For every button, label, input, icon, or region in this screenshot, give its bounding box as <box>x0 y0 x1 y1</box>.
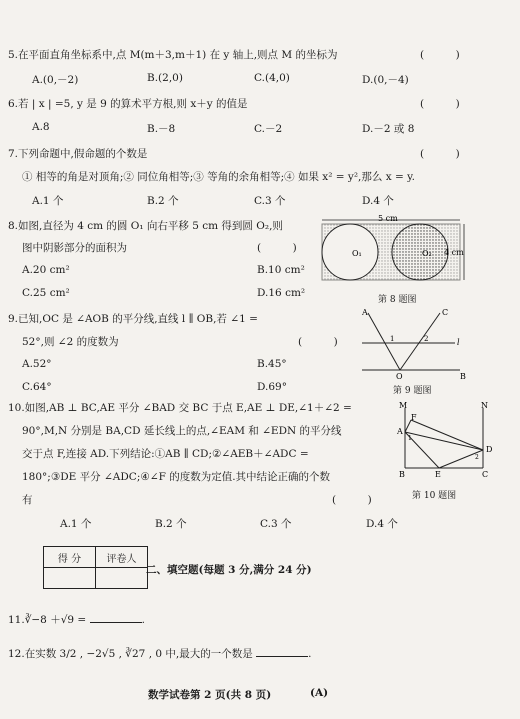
q10-stem-line4: 180°;③DE 平分 ∠ADC;④∠F 的度数为定值.其中结论正确的个数 <box>22 471 331 483</box>
q8-stem-line2: 图中阴影部分的面积为 <box>22 242 127 254</box>
q8-stem-line1: 8.如图,直径为 4 cm 的圆 O₁ 向右平移 5 cm 得到圆 O₂,则 <box>8 220 283 232</box>
q6-option-c: C.－2 <box>254 123 283 135</box>
q5-option-c: C.(4,0) <box>254 72 290 84</box>
q9-label-b: B <box>460 372 466 380</box>
q10-option-b: B.2 个 <box>155 518 187 530</box>
q10-answer-paren: ( ) <box>332 494 372 506</box>
q10-line-ad <box>405 432 483 450</box>
q9-option-c: C.64° <box>22 381 52 393</box>
q8-circle-o2 <box>392 224 448 280</box>
q9-option-a: A.52° <box>22 358 52 370</box>
q9-label-l: l <box>457 338 460 347</box>
q11-end: . <box>141 614 145 626</box>
q10-label-f: F <box>411 413 417 422</box>
q11-text: 11.∛−8 ＋√9 = <box>8 614 90 626</box>
q11-answer-blank[interactable] <box>90 612 142 623</box>
q5-option-d: D.(0,－4) <box>362 74 409 86</box>
q7-option-d: D.4 个 <box>362 195 394 207</box>
q6-answer-paren: ( ) <box>420 98 460 110</box>
score-cell[interactable] <box>44 568 96 589</box>
q7-option-c: C.3 个 <box>254 195 286 207</box>
q6-option-b: B.－8 <box>147 123 176 135</box>
q9-label-c: C <box>442 308 449 317</box>
q8-label-o1: O₁ <box>352 249 362 258</box>
q12-answer-blank[interactable] <box>256 646 308 657</box>
q7-option-a: A.1 个 <box>32 195 64 207</box>
q6-stem: 6.若 | x | =5, y 是 9 的算术平方根,则 x＋y 的值是 <box>8 98 248 110</box>
q8-caption: 第 8 题图 <box>378 295 417 305</box>
q10-label-m: M <box>399 401 408 410</box>
q7-answer-paren: ( ) <box>420 148 460 160</box>
q7-stem: 7.下列命题中,假命题的个数是 <box>8 148 148 160</box>
q10-option-c: C.3 个 <box>260 518 292 530</box>
q10-label-a: A <box>397 427 403 436</box>
q10-label-angle1: 1 <box>408 435 412 442</box>
q12-text: 12.在实数 3/2 , −2√5 , ∛27 , 0 中,最大的一个数是 <box>8 648 257 660</box>
q8-option-a: A.20 cm² <box>22 264 70 276</box>
page-footer-version: (A) <box>310 687 329 699</box>
q5-option-b: B.(2,0) <box>147 72 183 84</box>
q10-line-fd <box>411 420 483 450</box>
q10-figure <box>395 398 495 486</box>
q10-label-e: E <box>435 470 441 479</box>
q10-label-b: B <box>399 470 405 479</box>
q8-figure <box>318 212 468 292</box>
q9-label-o: O <box>396 372 403 380</box>
q10-stem-line3: 交于点 F,连接 AD.下列结论:①AB ∥ CD;②∠AEB＋∠ADC = <box>22 448 309 460</box>
score-table <box>43 546 148 589</box>
q10-caption: 第 10 题图 <box>412 491 457 501</box>
score-table-header-score: 得 分 <box>44 547 96 568</box>
q6-option-d: D.－2 或 8 <box>362 123 415 135</box>
q9-label-angle1: 1 <box>390 335 395 343</box>
q9-stem-line2: 52°,则 ∠2 的度数为 <box>22 336 119 348</box>
q11 <box>8 612 145 627</box>
q8-option-c: C.25 cm² <box>22 287 70 299</box>
q10-label-d: D <box>486 445 493 454</box>
q6-option-a: A.8 <box>32 121 50 133</box>
q9-label-angle2: 2 <box>424 335 429 343</box>
q8-answer-paren: ( ) <box>257 242 297 254</box>
page-footer: 数学试卷第 2 页(共 8 页) <box>148 689 272 701</box>
q8-label-5cm: 5 cm <box>378 214 398 223</box>
q5-answer-paren: ( ) <box>420 49 460 61</box>
section-2-heading: 二、填空题(每题 3 分,满分 24 分) <box>146 564 312 576</box>
q9-option-d: D.69° <box>257 381 287 393</box>
q12 <box>8 646 311 661</box>
q5-stem: 5.在平面直角坐标系中,点 M(m＋3,m＋1) 在 y 轴上,则点 M 的坐标为 <box>8 49 338 61</box>
q9-answer-paren: ( ) <box>298 336 338 348</box>
score-table-header-grader: 评卷人 <box>96 547 148 568</box>
q9-option-b: B.45° <box>257 358 287 370</box>
q10-stem-line2: 90°,M,N 分别是 BA,CD 延长线上的点,∠EAM 和 ∠EDN 的平分线 <box>22 425 342 437</box>
grader-cell[interactable] <box>96 568 148 589</box>
q5-option-a: A.(0,－2) <box>32 74 79 86</box>
q7-statements: ① 相等的角是对顶角;② 同位角相等;③ 等角的余角相等;④ 如果 x² = y²,那么 x = y. <box>22 171 415 183</box>
q9-ray-oa <box>368 313 400 370</box>
q12-end: . <box>308 648 312 660</box>
q8-circle-o1 <box>322 224 378 280</box>
q8-option-b: B.10 cm² <box>257 264 305 276</box>
q10-stem-line1: 10.如图,AB ⊥ BC,AE 平分 ∠BAD 交 BC 于点 E,AE ⊥ DE,∠1＋∠2 = <box>8 402 352 414</box>
q8-label-4cm: 4 cm <box>444 248 464 257</box>
q9-caption: 第 9 题图 <box>393 386 432 396</box>
q10-label-angle2: 2 <box>475 454 479 461</box>
q10-option-d: D.4 个 <box>366 518 398 530</box>
q7-option-b: B.2 个 <box>147 195 179 207</box>
q8-option-d: D.16 cm² <box>257 287 306 299</box>
q9-ray-oc <box>400 313 440 370</box>
q9-figure <box>360 305 470 380</box>
q9-stem-line1: 9.已知,OC 是 ∠AOB 的平分线,直线 l ∥ OB,若 ∠1 = <box>8 313 258 325</box>
q10-label-c: C <box>482 470 489 479</box>
q8-label-o2: O₂ <box>422 249 432 258</box>
q10-stem-line5: 有 <box>22 494 33 506</box>
q10-label-n: N <box>481 401 488 410</box>
q10-option-a: A.1 个 <box>60 518 92 530</box>
q9-label-a: A <box>362 308 368 317</box>
